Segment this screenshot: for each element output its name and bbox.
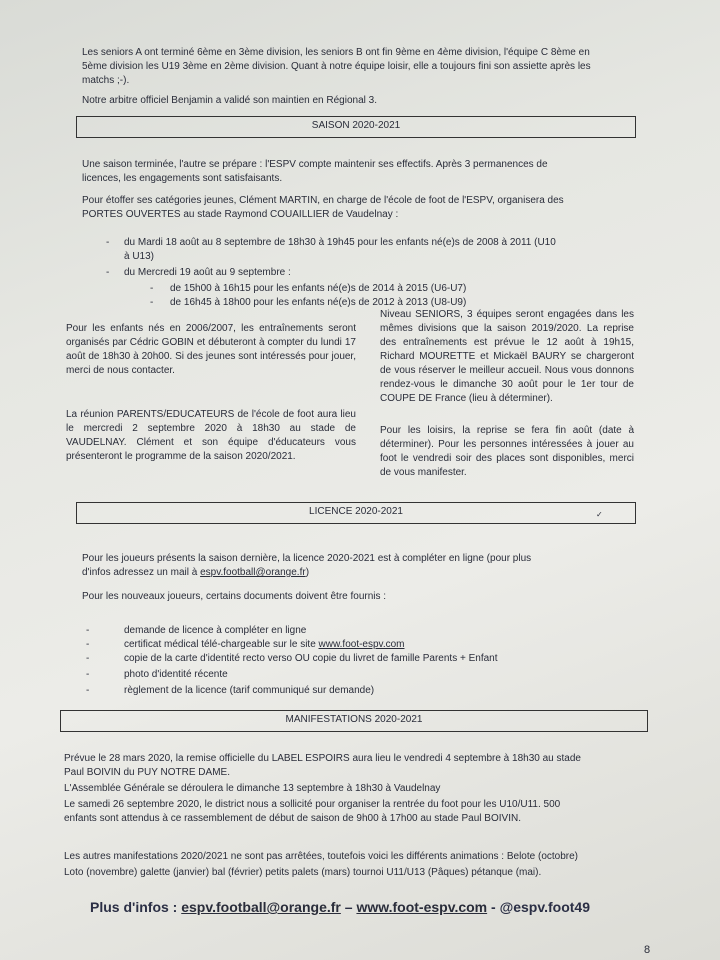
licence-item-1: demande de licence à compléter en ligne [124,625,307,636]
manif-line-7: Loto (novembre) galette (janvier) bal (février) petits palets (mars) tournoi U11/U13 (Pâques) pétanque (mai). [64,867,542,878]
bullet-dash: - [86,669,90,680]
bullet-dash: - [86,653,90,664]
manif-line-2: Paul BOIVIN du PUY NOTRE DAME. [64,767,230,778]
footer-site-link[interactable]: www.foot-espv.com [356,899,488,915]
bullet-dash: - [150,297,154,308]
licence-p1-close: ) [305,567,310,578]
licence-item-2-text: certificat médical télé-chargeable sur le site [124,639,319,650]
intro-line-3: matchs ;-). [82,75,130,86]
footer-prefix: Plus d'infos : [90,899,182,915]
footer-email-link[interactable]: espv.football@orange.fr [181,899,341,915]
manif-line-1: Prévue le 28 mars 2020, la remise officielle du LABEL ESPOIRS aura lieu le vendredi 4 septembre à 18h30 au stade [64,753,581,764]
licence-item-4: photo d'identité récente [124,669,228,680]
manifestations-title: MANIFESTATIONS 2020-2021 [285,714,423,725]
manif-line-5: enfants sont attendus à ce rassemblement de début de saison de 9h00 à 17h00 au stade Paul BOIVIN. [64,813,521,824]
saison-bullet-1-line2: à U13) [124,251,155,262]
page-number: 8 [644,944,651,956]
intro-line-2: 5ème division les U19 3ème en 2ème division. Quant à notre équipe loisir, elle a toujours fini son assiette après les [82,61,591,72]
saison-right-column-p2: Pour les loisirs, la reprise se fera fin août (date à déterminer). Pour les personnes intéressées à jouer au foot le vendredi soir des places sont disponibles, merci de vous manifester. [380,425,634,478]
saison-sub-bullet-2: de 16h45 à 18h00 pour les enfants né(e)s de 2012 à 2013 (U8-U9) [170,297,467,308]
manif-line-6: Les autres manifestations 2020/2021 ne sont pas arrêtées, toutefois voici les différents animations : Belote (octobre) [64,851,578,862]
licence-title: LICENCE 2020-2021 [309,506,403,517]
licence-p1-line2 [82,566,309,580]
saison-section-header [76,116,636,138]
saison-left-column-p2: La réunion PARENTS/EDUCATEURS de l'école de foot aura lieu le mercredi 2 septembre 2020 à 18h30 au stade de VAUDELNAY. Clément et son équipe d'éducateurs vous présenteront le programme de la saison 2020/2021. [66,409,356,462]
saison-p2-line1: Pour étoffer ses catégories jeunes, Clément MARTIN, en charge de l'école de foot de l'ESPV, organisera des [82,195,564,206]
saison-right-column-p1: Niveau SENIORS, 3 équipes seront engagées dans les mêmes divisions que la saison 2019/2020. La reprise des entraînements est prévue le 12 août à 19h15, Richard MOURETTE et Mickaël BAURY se chargeront de vous réserver le meilleur accueil. Nous vous donnons rendez-vous le dimanche 30 août pour le 1er tour de COUPE DE France (lieu à déterminer). [380,309,634,404]
licence-item-2 [124,638,404,652]
arbitre-line: Notre arbitre officiel Benjamin a validé son maintien en Régional 3. [82,95,377,106]
saison-bullet-2: du Mercredi 19 août au 9 septembre : [124,267,291,278]
saison-p1-line1: Une saison terminée, l'autre se prépare : l'ESPV compte maintenir ses effectifs. Après 3 permanences de [82,159,548,170]
saison-bullet-1-line1: du Mardi 18 août au 8 septembre de 18h30 à 19h45 pour les enfants né(e)s de 2008 à 2011 (U10 [124,237,556,248]
bullet-dash: - [86,685,90,696]
bullet-dash: - [150,283,154,294]
bullet-dash: - [106,237,110,248]
licence-email-link[interactable]: espv.football@orange.fr [200,567,306,578]
bullet-dash: - [86,639,90,650]
licence-p2: Pour les nouveaux joueurs, certains documents doivent être fournis : [82,591,387,602]
bullet-dash: - [106,267,110,278]
bullet-dash: - [86,625,90,636]
licence-p1-line1: Pour les joueurs présents la saison dernière, la licence 2020-2021 est à compléter en ligne (pour plus [82,553,532,564]
saison-p1-line2: licences, les engagements sont satisfaisants. [82,173,283,184]
manif-line-4: Le samedi 26 septembre 2020, le district nous a sollicité pour organiser la rentrée du foot pour les U10/U11. 500 [64,799,561,810]
licence-site-link[interactable]: www.foot-espv.com [318,639,405,650]
saison-title: SAISON 2020-2021 [311,120,401,131]
footer-contact [90,900,650,914]
check-mark-icon: ✓ [596,510,603,519]
footer-separator: - [487,899,500,915]
manifestations-section-header [60,710,648,732]
footer-social-handle: @espv.foot49 [499,899,590,915]
intro-line-1: Les seniors A ont terminé 6ème en 3ème division, les seniors B ont fin 9ème en 4ème division, l'équipe C 8ème en [82,47,590,58]
manif-line-3: L'Assemblée Générale se déroulera le dimanche 13 septembre à 18h30 à Vaudelnay [64,783,441,794]
saison-p2-line2: PORTES OUVERTES au stade Raymond COUAILLIER de Vaudelnay : [82,209,399,220]
licence-item-5: règlement de la licence (tarif communiqué sur demande) [124,685,375,696]
licence-item-3: copie de la carte d'identité recto verso OU copie du livret de famille Parents + Enfant [124,653,498,664]
saison-left-column-p1: Pour les enfants nés en 2006/2007, les entraînements seront organisés par Cédric GOBIN et débuteront à compter du lundi 17 août de 18h30 à 20h00. Si des jeunes sont intéressés pour jouer, merci de nous contacter. [66,323,356,376]
licence-section-header [76,502,636,524]
footer-separator: – [340,899,357,915]
saison-sub-bullet-1: de 15h00 à 16h15 pour les enfants né(e)s de 2014 à 2015 (U6-U7) [170,283,467,294]
licence-p1-text: d'infos adressez un mail à [82,567,201,578]
